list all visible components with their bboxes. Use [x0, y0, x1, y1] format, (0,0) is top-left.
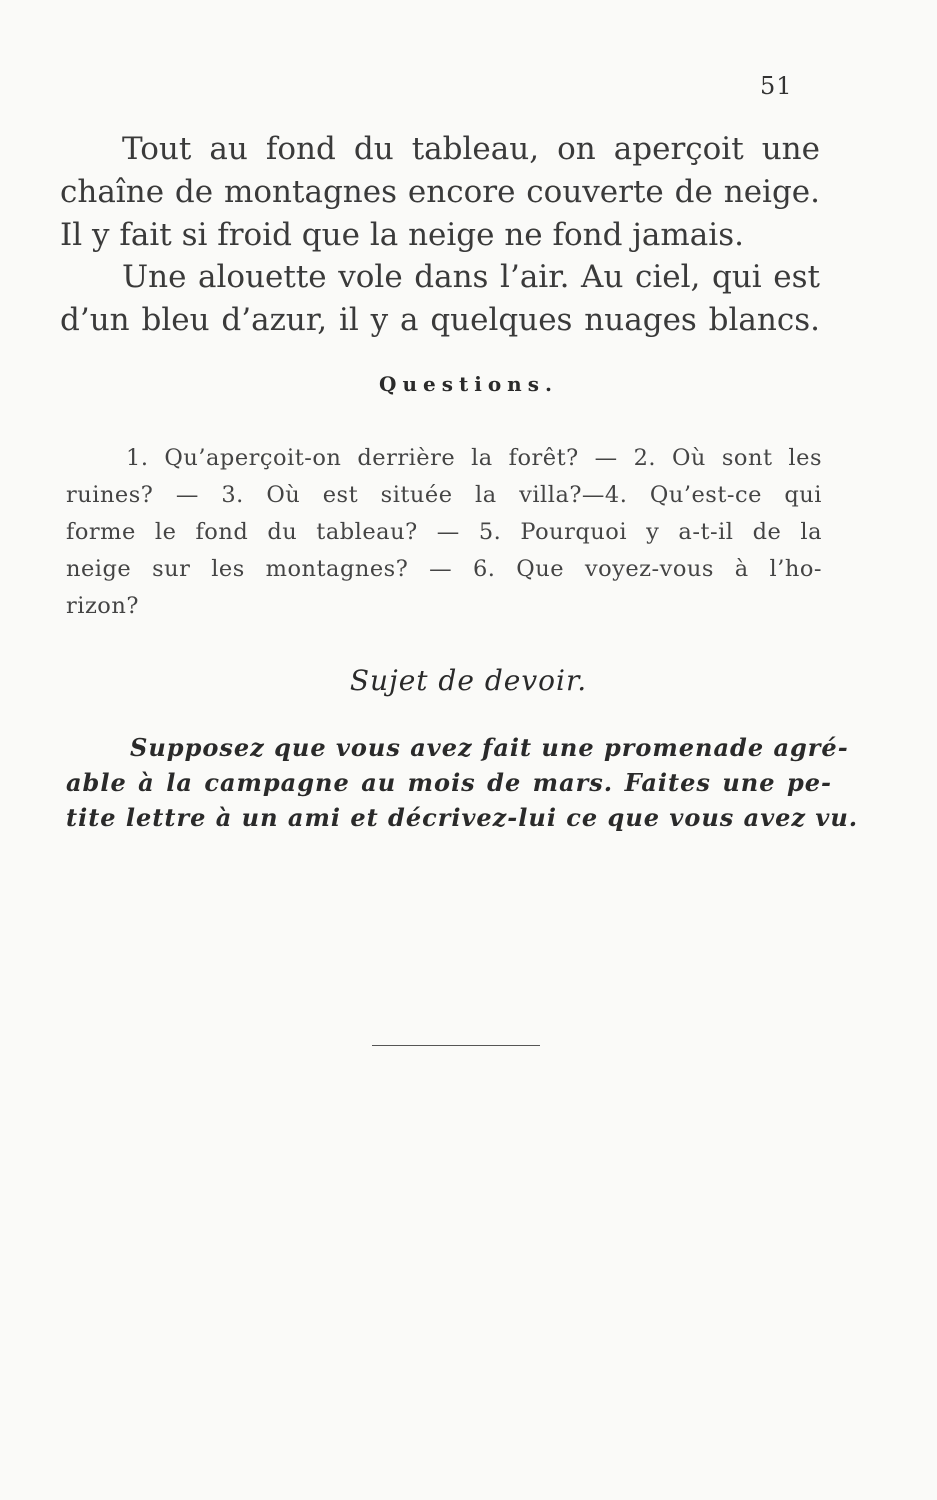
text-line: Tout au fond du tableau, on aperçoit une	[122, 131, 820, 167]
question-line: ruines? — 3. Où est située la villa?—4. Qu’est-ce qui	[66, 482, 822, 508]
text-line: Il y fait si froid que la neige ne fond jamais.	[60, 217, 744, 253]
question-line: neige sur les montagnes? — 6. Que voyez-vous à l’ho-	[66, 556, 822, 582]
question-line: forme le fond du tableau? — 5. Pourquoi y a-t-il de la	[66, 519, 822, 545]
devoir-line: tite lettre à un ami et décrivez-lui ce que vous avez vu.	[66, 803, 859, 832]
questions-heading: Questions.	[379, 372, 558, 396]
questions-list	[66, 440, 822, 625]
paragraph-sky	[60, 256, 820, 342]
devoir-title: Sujet de devoir.	[349, 664, 588, 697]
question-line: 1. Qu’aperçoit-on derrière la forêt? — 2. Où sont les	[126, 445, 822, 471]
text-line: chaîne de montagnes encore couverte de neige.	[60, 174, 820, 210]
paragraph-mountains	[60, 128, 820, 257]
question-line: rizon?	[66, 593, 139, 619]
text-line: d’un bleu d’azur, il y a quelques nuages blancs.	[60, 302, 820, 338]
devoir-line: able à la campagne au mois de mars. Faites une pe-	[66, 768, 832, 797]
section-divider	[372, 1045, 540, 1046]
devoir-line: Supposez que vous avez fait une promenade agré-	[130, 733, 849, 762]
text-line: Une alouette vole dans l’air. Au ciel, qui est	[122, 259, 820, 295]
page-number: 51	[760, 72, 793, 100]
devoir-text	[66, 730, 859, 835]
